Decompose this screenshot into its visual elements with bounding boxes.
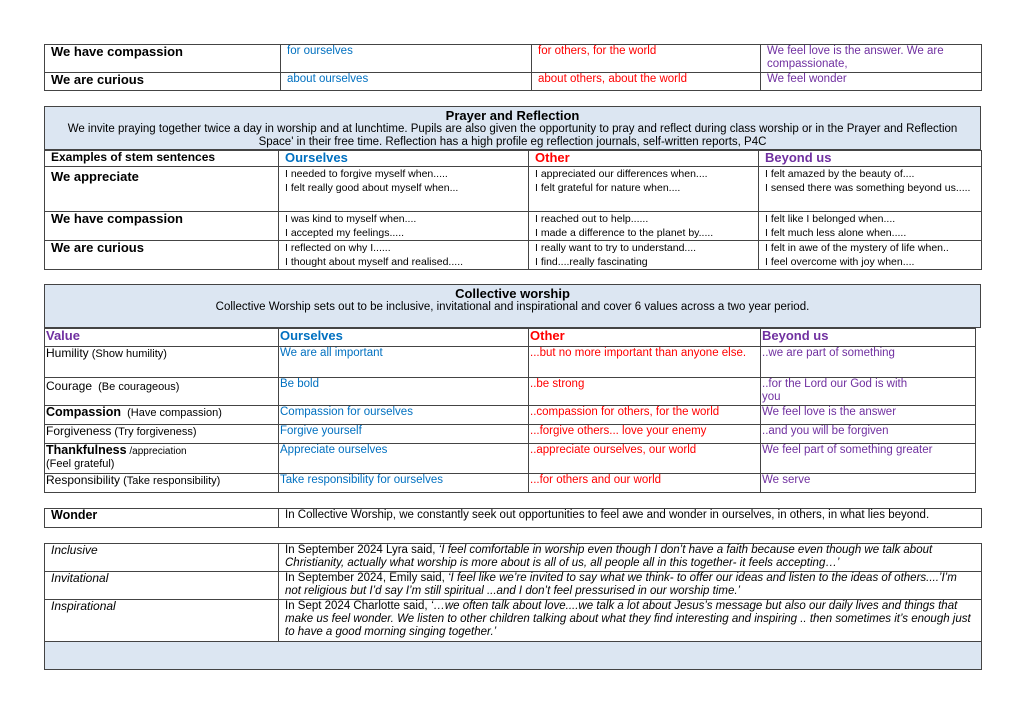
table-row: [45, 425, 976, 444]
stem-sentence: I felt like I belonged when....: [765, 213, 896, 225]
value-name: Humility: [46, 346, 89, 360]
value-note: (Take responsibility): [120, 475, 221, 487]
stem-sentence: I find....really fascinating: [535, 256, 648, 268]
row-label: We have compassion: [45, 45, 281, 73]
top-values-table: [44, 44, 981, 91]
quote-text: ‘…we often talk about love....we talk a lot about Jesus’s message but also our daily lives and things that make us feel wonder. We listen to other children talking about what they find interesting and inspiring .. then sometimes it’s enough just to have a good morning singing together.’: [285, 600, 971, 638]
table-row: [45, 347, 976, 378]
quote-intro: In Sept 2024 Charlotte said,: [285, 600, 431, 612]
footer-band-cell: [45, 642, 982, 670]
collective-table: [44, 328, 975, 493]
ourselves-cell: Forgive yourself: [279, 425, 529, 444]
other-cell: ...but no more important than anyone else.: [529, 347, 761, 378]
other-header: Other: [529, 329, 761, 347]
prayer-description: We invite praying together twice a day in worship and at lunchtime. Pupils are also given the opportunity to pray and reflect during class worship or in the Prayer and Reflection Space' in their free time. Reflection has a high profile eg reflection journals, self-written reports, P4C: [67, 123, 958, 148]
wonder-text: In Collective Worship, we constantly seek out opportunities to feel awe and wonder in ourselves, in others, in what lies beyond.: [279, 509, 982, 528]
value-name: Courage: [46, 379, 93, 393]
stem-header: Examples of stem sentences: [45, 151, 279, 167]
row-label: We have compassion: [45, 212, 279, 241]
table-row: [45, 509, 982, 528]
prayer-header: [44, 106, 981, 150]
beyond-cell: ..and you will be forgiven: [761, 425, 976, 444]
table-row: [45, 544, 982, 572]
beyond-header: Beyond us: [759, 151, 982, 167]
collective-title: Collective worship: [455, 286, 570, 301]
value-note: (Be courageous): [92, 381, 180, 393]
value-note-2: (Feel grateful): [46, 458, 115, 470]
wonder-table: [44, 508, 981, 528]
table-row: [45, 572, 982, 600]
ourselves-header: Ourselves: [279, 329, 529, 347]
collective-description: Collective Worship sets out to be inclusive, invitational and inspirational and cover 6 values across a two year period.: [215, 301, 810, 313]
quote-intro: In September 2024, Emily said,: [285, 572, 448, 584]
table-row: [45, 167, 982, 212]
value-name: Responsibility: [46, 473, 121, 487]
table-row: [45, 600, 982, 642]
beyond-header: Beyond us: [761, 329, 976, 347]
stem-sentence: I feel overcome with joy when....: [765, 256, 915, 268]
table-row: [45, 378, 976, 406]
beyond-cell: We feel love is the answer. We are compassionate,: [761, 45, 982, 73]
other-cell: ..be strong: [529, 378, 761, 406]
beyond-cell: ..we are part of something: [761, 347, 976, 378]
collective-header: [44, 284, 981, 328]
beyond-cell: We serve: [761, 474, 976, 493]
stem-sentence: I felt in awe of the mystery of life when..: [765, 242, 949, 254]
stem-sentence: I really want to try to understand....: [535, 242, 697, 254]
stem-sentence: I reached out to help......: [535, 213, 649, 225]
table-header-row: [45, 329, 976, 347]
beyond-cell: We feel part of something greater: [761, 444, 976, 474]
prayer-table: [44, 150, 981, 270]
stem-sentence: I thought about myself and realised.....: [285, 256, 464, 268]
row-label: We are curious: [45, 73, 281, 91]
wonder-label: Wonder: [45, 509, 279, 528]
other-cell: for others, for the world: [532, 45, 761, 73]
beyond-cell: We feel wonder: [761, 73, 982, 91]
stem-sentence: I accepted my feelings.....: [285, 227, 405, 239]
stem-sentence: I felt grateful for nature when....: [535, 182, 681, 194]
stem-sentence: I sensed there was something beyond us.....: [765, 182, 971, 194]
ourselves-cell: Be bold: [279, 378, 529, 406]
beyond-cell: We feel love is the answer: [761, 406, 976, 425]
ourselves-cell: about ourselves: [281, 73, 532, 91]
table-row: [45, 45, 982, 73]
quote-text: ‘I feel like we’re invited to say what we think- to offer our ideas and listen to the ideas of others....’I’m not religious but I’d say I’m still spiritual ...and I don’t feel pressurised in our worship time.’: [285, 572, 957, 597]
quote-intro: In September 2024 Lyra said,: [285, 544, 439, 556]
ourselves-cell: Compassion for ourselves: [279, 406, 529, 425]
row-label: We are curious: [45, 241, 279, 270]
value-note: (Try forgiveness): [111, 426, 197, 438]
table-row: [45, 474, 976, 493]
quote-label: Inclusive: [45, 544, 279, 572]
other-header: Other: [529, 151, 759, 167]
quote-label: Invitational: [45, 572, 279, 600]
stem-sentence: I was kind to myself when....: [285, 213, 417, 225]
ourselves-cell: We are all important: [279, 347, 529, 378]
stem-sentence: I felt much less alone when.....: [765, 227, 907, 239]
ourselves-cell: for ourselves: [281, 45, 532, 73]
stem-sentence: I felt amazed by the beauty of....: [765, 168, 915, 180]
table-header-row: [45, 151, 982, 167]
value-header: Value: [45, 329, 279, 347]
value-name: Forgiveness: [46, 424, 112, 438]
table-row: [45, 406, 976, 425]
stem-sentence: I made a difference to the planet by.....: [535, 227, 714, 239]
other-cell: about others, about the world: [532, 73, 761, 91]
footer-band: [45, 642, 982, 670]
value-name: Compassion: [46, 405, 122, 419]
stem-sentence: I needed to forgive myself when.....: [285, 168, 448, 180]
prayer-title: Prayer and Reflection: [445, 108, 580, 123]
other-cell: ..appreciate ourselves, our world: [529, 444, 761, 474]
ourselves-header: Ourselves: [279, 151, 529, 167]
table-row: [45, 73, 982, 91]
row-label: We appreciate: [45, 167, 279, 212]
quote-text: ‘I feel comfortable in worship even though I don’t have a faith because even though we talk about Christianity, actually what worship is more about is all of us, all people all in this together- it feels accepting…’: [285, 544, 933, 569]
table-row: [45, 241, 982, 270]
beyond-cell: ..for the Lord our God is with you: [761, 378, 976, 406]
other-cell: ..compassion for others, for the world: [529, 406, 761, 425]
value-name: Thankfulness: [46, 443, 127, 457]
stem-sentence: I reflected on why I......: [285, 242, 391, 254]
quotes-table: [44, 543, 981, 670]
table-row: [45, 212, 982, 241]
table-row: [45, 444, 976, 474]
value-note: /appreciation: [126, 446, 187, 457]
ourselves-cell: Appreciate ourselves: [279, 444, 529, 474]
other-cell: ...for others and our world: [529, 474, 761, 493]
other-cell: ...forgive others... love your enemy: [529, 425, 761, 444]
value-note: (Show humility): [88, 348, 167, 360]
quote-label: Inspirational: [45, 600, 279, 642]
stem-sentence: I appreciated our differences when....: [535, 168, 708, 180]
stem-sentence: I felt really good about myself when...: [285, 182, 459, 194]
value-note: (Have compassion): [121, 407, 222, 419]
ourselves-cell: Take responsibility for ourselves: [279, 474, 529, 493]
